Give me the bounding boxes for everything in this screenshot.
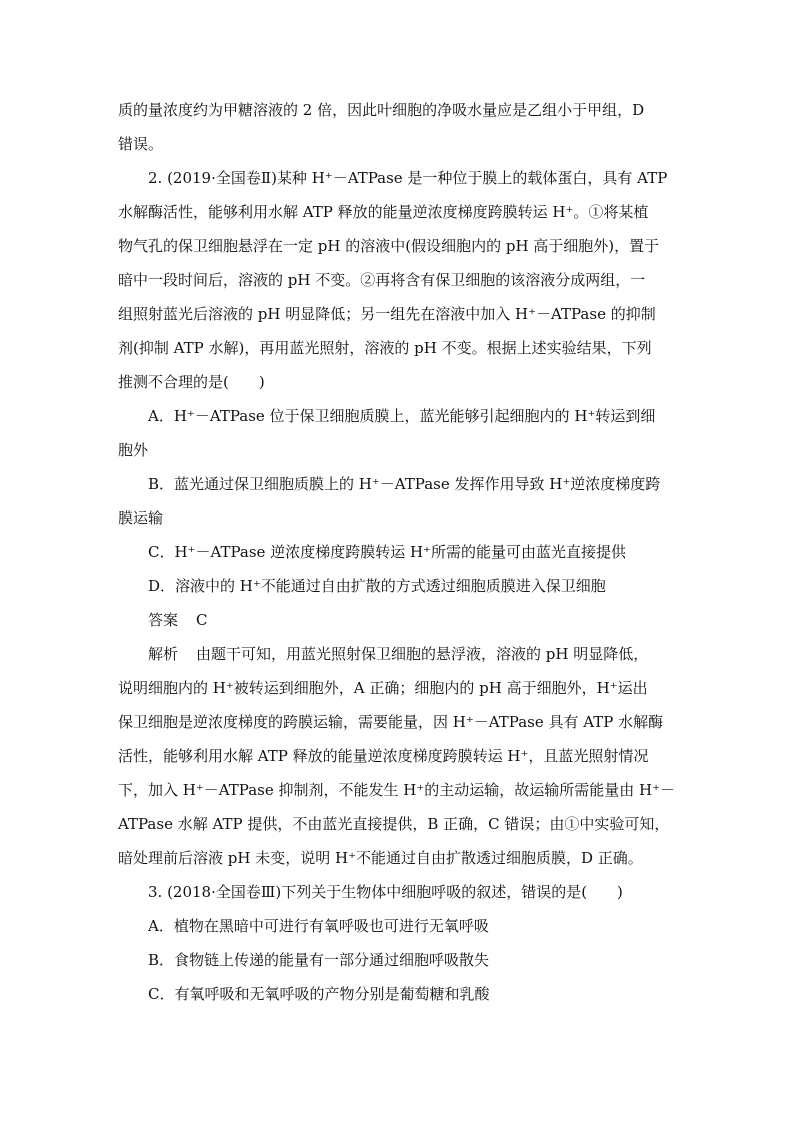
option-b: B．食物链上传递的能量有一部分通过细胞呼吸散失 — [148, 951, 490, 969]
text-line: 说明细胞内的 H⁺被转运到细胞外，A 正确；细胞内的 pH 高于细胞外，H⁺运出 — [118, 679, 648, 697]
option-c: C．H⁺－ATPase 逆浓度梯度跨膜转运 H⁺所需的能量可由蓝光直接提供 — [148, 543, 626, 561]
text-line: 活性，能够利用水解 ATP 释放的能量逆浓度梯度跨膜转运 H⁺，且蓝光照射情况 — [118, 747, 649, 765]
question-3-stem: 3. (2018·全国卷Ⅲ)下列关于生物体中细胞呼吸的叙述，错误的是( ) — [148, 883, 623, 901]
text-line: 错误。 — [118, 135, 164, 153]
answer-label: 答案 — [148, 611, 179, 629]
text-line: 暗中一段时间后，溶液的 pH 不变。②再将含有保卫细胞的该溶液分成两组，一 — [118, 271, 646, 289]
option-d: D．溶液中的 H⁺不能通过自由扩散的方式透过细胞质膜进入保卫细胞 — [148, 577, 606, 595]
analysis-line — [148, 644, 648, 664]
text-line: 水解酶活性，能够利用水解 ATP 释放的能量逆浓度梯度跨膜转运 H⁺。①将某植 — [118, 203, 649, 221]
question-2-stem: 2. (2019·全国卷Ⅱ)某种 H⁺－ATPase 是一种位于膜上的载体蛋白，具有 ATP — [148, 169, 668, 187]
text-line: 推测不合理的是( ) — [118, 373, 265, 391]
analysis-text: 由题干可知，用蓝光照射保卫细胞的悬浮液，溶液的 pH 明显降低， — [196, 645, 649, 663]
option-b-cont: 膜运输 — [118, 509, 164, 527]
answer-line — [148, 610, 208, 630]
option-a: A．H⁺－ATPase 位于保卫细胞质膜上，蓝光能够引起细胞内的 H⁺转运到细 — [148, 407, 656, 425]
text-line: ATPase 水解 ATP 提供，不由蓝光直接提供，B 正确，C 错误；由①中实验可知， — [118, 815, 670, 833]
text-line: 组照射蓝光后溶液的 pH 明显降低；另一组先在溶液中加入 H⁺－ATPase 的抑制 — [118, 305, 656, 323]
answer-value: C — [196, 611, 208, 629]
option-c: C．有氧呼吸和无氧呼吸的产物分别是葡萄糖和乳酸 — [148, 985, 490, 1003]
option-a: A．植物在黑暗中可进行有氧呼吸也可进行无氧呼吸 — [148, 917, 489, 935]
text-line: 质的量浓度约为甲糖溶液的 2 倍，因此叶细胞的净吸水量应是乙组小于甲组，D — [118, 101, 645, 119]
analysis-label: 解析 — [148, 645, 179, 663]
text-line: 暗处理前后溶液 pH 未变，说明 H⁺不能通过自由扩散透过细胞质膜，D 正确。 — [118, 849, 643, 867]
text-line: 下，加入 H⁺－ATPase 抑制剂，不能发生 H⁺的主动运输，故运输所需能量由 H⁺－ — [118, 781, 676, 799]
option-a-cont: 胞外 — [118, 441, 149, 459]
text-line: 物气孔的保卫细胞悬浮在一定 pH 的溶液中(假设细胞内的 pH 高于细胞外)，置于 — [118, 237, 660, 255]
option-b: B．蓝光通过保卫细胞质膜上的 H⁺－ATPase 发挥作用导致 H⁺逆浓度梯度跨 — [148, 475, 661, 493]
text-line: 保卫细胞是逆浓度梯度的跨膜运输，需要能量，因 H⁺－ATPase 具有 ATP 水解酶 — [118, 713, 664, 731]
text-line: 剂(抑制 ATP 水解)，再用蓝光照射，溶液的 pH 不变。根据上述实验结果，下列 — [118, 339, 652, 357]
